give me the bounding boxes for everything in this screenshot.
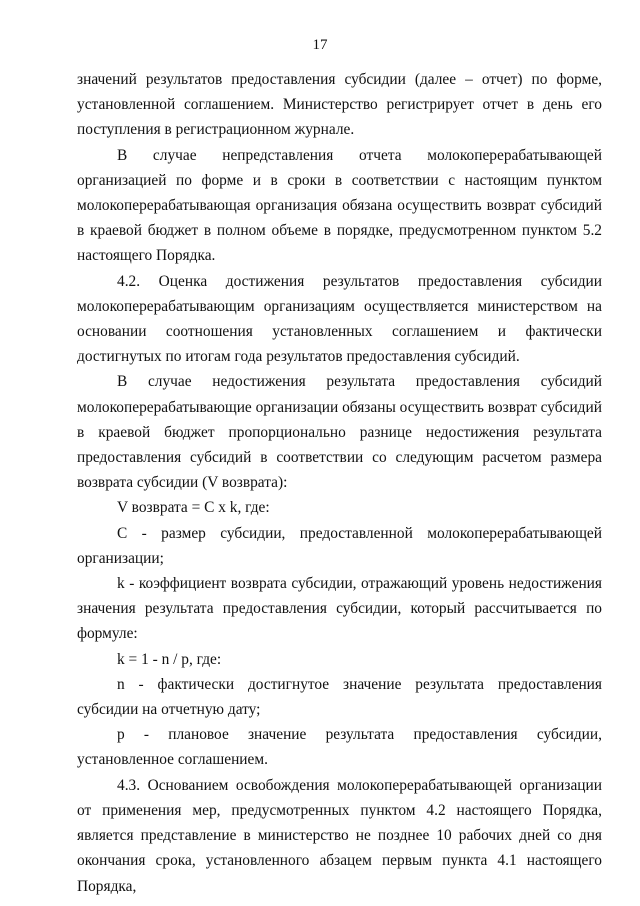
paragraph-4-2-assessment: 4.2. Оценка достижения результатов предоставления субсидии молокоперерабатывающим организациям осуществляется министерством на основании соотношения установленных соглашением и фактически достигнутых по итогам года результатов предоставления субсидий.: [77, 272, 602, 366]
paragraph-nonsubmission-refund: В случае непредставления отчета молокоперерабатывающей организацией по форме и в сроки в соответствии с настоящим пунктом молокоперерабатывающая организация обязана осуществить возврат субсидий в краевой бюджет в полном объеме в порядке, предусмотренном пунктом 5.2 настоящего Порядка.: [77, 146, 602, 265]
formula-k: k = 1 - n / p, где:: [117, 650, 222, 668]
definition-p: р - плановое значение результата предоставления субсидии, установленное соглашением.: [77, 726, 602, 769]
paragraph-underachievement-refund: В случае недостижения результата предоставления субсидий молокоперерабатывающие организации обязаны осуществить возврат субсидий в краевой бюджет пропорционально разнице недостижения результата предоставления субсидий в соответствии со следующим расчетом размера возврата субсидии (V возврата):: [77, 373, 602, 492]
definition-k: k - коэффициент возврата субсидии, отражающий уровень недостижения значения результата предоставления субсидии, который рассчитывается по формуле:: [77, 575, 602, 643]
page-number: 17: [312, 37, 328, 53]
document-body: [77, 67, 602, 899]
definition-n: n - фактически достигнутое значение результата предоставления субсидии на отчетную дату;: [77, 675, 602, 719]
paragraph-4-3-exemption: 4.3. Основанием освобождения молокоперерабатывающей организации от применения мер, предусмотренных пунктом 4.2 настоящего Порядка, является представление в министерство не позднее 10 рабочих дней со дня окончания срока, установленного абзацем первым пункта 4.1 настоящего Порядка,: [77, 776, 602, 895]
definition-c: С - размер субсидии, предоставленной молокоперерабатывающей организации;: [77, 524, 602, 567]
formula-v-refund: V возврата = C x k, где:: [117, 499, 270, 517]
paragraph-report-registration: значений результатов предоставления субсидии (далее – отчет) по форме, установленной соглашением. Министерство регистрирует отчет в день его поступления в регистрационном журнале.: [77, 71, 602, 139]
